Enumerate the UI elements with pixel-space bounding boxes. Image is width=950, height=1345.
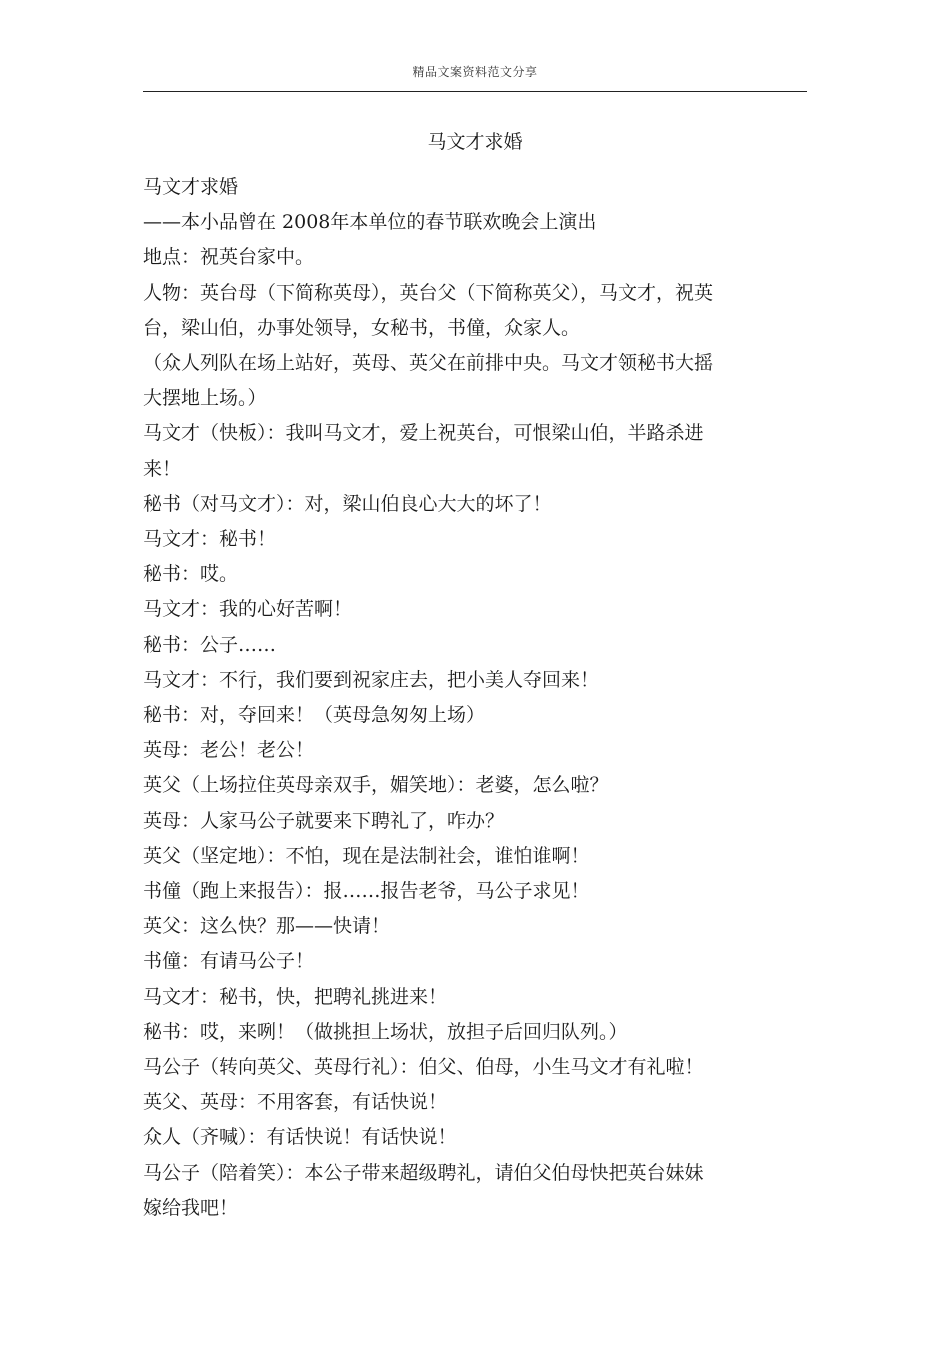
body-line: 马公子（转向英父、英母行礼）：伯父、伯母，小生马文才有礼啦！ — [143, 1056, 704, 1079]
body-line: 英母：老公！老公！ — [143, 739, 315, 762]
body-line: ——本小品曾在 2008年本单位的春节联欢晚会上演出 — [143, 211, 597, 234]
document-body — [143, 170, 815, 1226]
body-line: 秘书：哎，来咧！（做挑担上场状，放担子后回归队列。） — [143, 1020, 628, 1043]
body-line: 嫁给我吧！ — [143, 1196, 239, 1219]
header-rule — [143, 91, 807, 92]
body-line: 大摆地上场。） — [143, 387, 267, 410]
body-line: 马文才求婚 — [143, 176, 239, 198]
body-line: 众人（齐喊）：有话快说！有话快说！ — [143, 1126, 457, 1149]
body-line: （众人列队在场上站好，英母、英父在前排中央。马文才领秘书大摇 — [143, 352, 714, 375]
document-title: 马文才求婚 — [427, 131, 523, 153]
page-header: 精品文案资料范文分享 — [412, 65, 538, 79]
body-line: 人物：英台母（下简称英母），英台父（下简称英父），马文才，祝英 — [143, 281, 714, 304]
body-line: 秘书：对，夺回来！（英母急匆匆上场） — [143, 704, 486, 727]
body-line: 台，梁山伯，办事处领导，女秘书，书僮，众家人。 — [143, 316, 581, 339]
body-line: 马文才：不行，我们要到祝家庄去，把小美人夺回来！ — [143, 668, 600, 691]
body-line: 马公子（陪着笑）：本公子带来超级聘礼，请伯父伯母快把英台妹妹 — [143, 1161, 704, 1184]
body-line: 马文才：我的心好苦啊！ — [143, 598, 353, 621]
body-line: 秘书：哎。 — [143, 563, 239, 586]
body-line: 英父（坚定地）：不怕，现在是法制社会，谁怕谁啊！ — [143, 844, 590, 867]
body-line: 马文才：秘书！ — [143, 528, 277, 551]
body-line: 英父（上场拉住英母亲双手，媚笑地）：老婆，怎么啦？ — [143, 774, 609, 797]
body-line: 书僮（跑上来报告）：报……报告老爷，马公子求见！ — [143, 880, 590, 903]
body-line: 秘书（对马文才）：对，梁山伯良心大大的坏了！ — [143, 492, 552, 515]
body-line: 秘书：公子…… — [143, 633, 277, 656]
body-line: 英父：这么快？那——快请！ — [143, 915, 391, 938]
body-line: 书僮：有请马公子！ — [143, 950, 315, 973]
body-line: 地点：祝英台家中。 — [143, 246, 315, 269]
body-line: 英父、英母：不用客套，有话快说！ — [143, 1091, 448, 1114]
body-line: 马文才（快板）：我叫马文才，爱上祝英台，可恨梁山伯，半路杀进 — [143, 422, 704, 445]
body-line: 来！ — [143, 457, 182, 480]
body-line: 英母：人家马公子就要来下聘礼了，咋办？ — [143, 809, 505, 832]
body-line: 马文才：秘书，快，把聘礼挑进来！ — [143, 985, 448, 1008]
